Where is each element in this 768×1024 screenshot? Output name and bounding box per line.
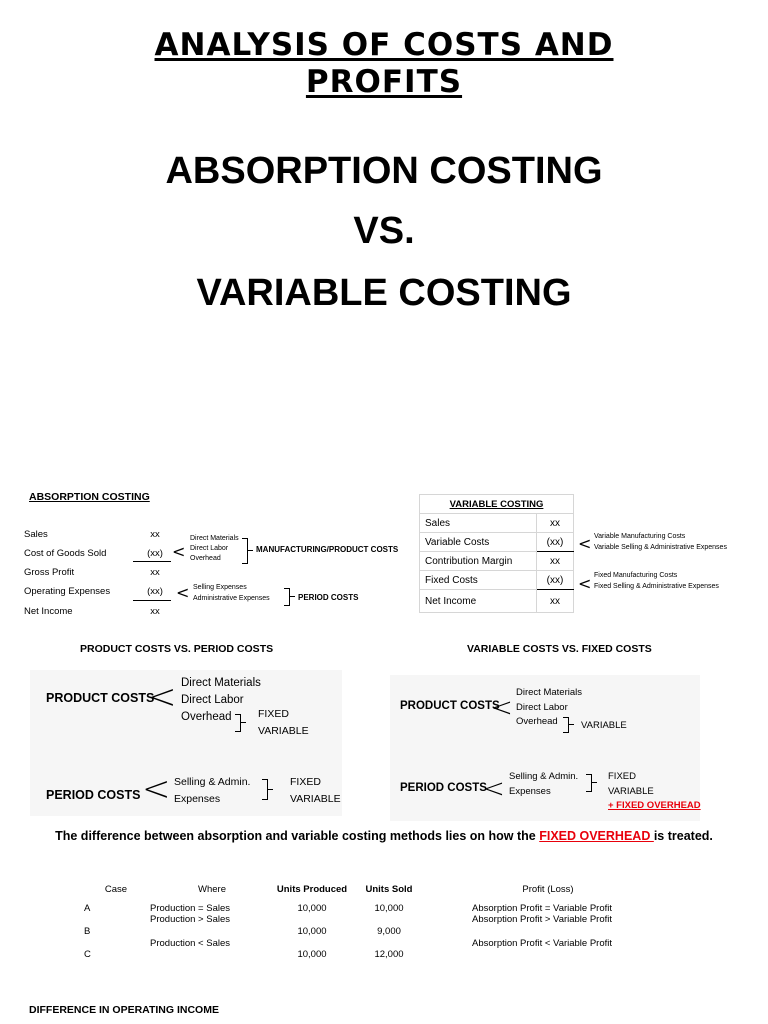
product-item: Direct Materials bbox=[516, 687, 582, 698]
cases-header: Units Produced bbox=[276, 884, 348, 895]
page-title-line-1: ANALYSIS OF COSTS AND bbox=[154, 27, 614, 63]
case-produced: 10,000 bbox=[297, 949, 327, 960]
brace-tick bbox=[592, 782, 597, 783]
cases-header: Case bbox=[104, 884, 128, 895]
brace-icon bbox=[586, 774, 592, 792]
vc-note: Variable Manufacturing Costs bbox=[594, 533, 686, 540]
subtitle-line-2: VS. bbox=[353, 210, 415, 252]
cases-header: Units Sold bbox=[365, 884, 413, 895]
cases-header: Profit (Loss) bbox=[522, 884, 574, 895]
abs-row-label: Gross Profit bbox=[24, 567, 75, 578]
cogs-tag: MANUFACTURING/PRODUCT COSTS bbox=[256, 545, 399, 554]
case-where: Production < Sales bbox=[150, 938, 231, 949]
var-row-value: (xx) bbox=[537, 571, 574, 590]
cases-header: Where bbox=[198, 884, 226, 895]
subtitle-line-1: ABSORPTION COSTING bbox=[165, 150, 603, 192]
var-row-label: Sales bbox=[420, 514, 537, 533]
abs-row-label: Sales bbox=[24, 529, 48, 540]
period-tag: FIXED bbox=[608, 771, 636, 782]
abs-row-label: Operating Expenses bbox=[24, 586, 111, 597]
period-tag: FIXED bbox=[290, 776, 321, 788]
period-costs-label: PERIOD COSTS bbox=[400, 782, 487, 794]
arrow-left-icon: < bbox=[142, 769, 171, 809]
vc-note: Variable Selling & Administrative Expenses bbox=[594, 544, 727, 551]
arrow-left-icon: < bbox=[172, 542, 186, 561]
subtotal-rule bbox=[133, 600, 171, 601]
fixed-overhead-tag: + FIXED OVERHEAD bbox=[608, 800, 701, 811]
period-tag: VARIABLE bbox=[290, 793, 341, 805]
statement-text-end: is treated. bbox=[653, 829, 713, 843]
brace-icon bbox=[284, 588, 290, 606]
fc-note: Fixed Selling & Administrative Expenses bbox=[594, 583, 719, 590]
case-where: Production = Sales bbox=[150, 903, 231, 914]
product-tag: VARIABLE bbox=[258, 725, 309, 737]
fc-note: Fixed Manufacturing Costs bbox=[594, 572, 678, 579]
case-profit: Absorption Profit = Variable Profit bbox=[472, 903, 613, 914]
brace-icon bbox=[563, 717, 569, 733]
period-tag: VARIABLE bbox=[608, 786, 654, 797]
brace-icon bbox=[235, 714, 241, 732]
var-row-label: Fixed Costs bbox=[420, 571, 537, 590]
abs-row-value: xx bbox=[150, 529, 160, 540]
brace-tick bbox=[268, 789, 273, 790]
difference-heading: DIFFERENCE IN OPERATING INCOME bbox=[29, 1004, 219, 1016]
abs-row-value: (xx) bbox=[147, 586, 163, 597]
var-row-value: (xx) bbox=[537, 533, 574, 552]
product-item: Direct Labor bbox=[181, 694, 244, 706]
brace-tick bbox=[290, 596, 295, 597]
product-costs-label: PRODUCT COSTS bbox=[400, 700, 500, 712]
abs-row-value: xx bbox=[150, 606, 160, 617]
product-item: Overhead bbox=[181, 711, 232, 723]
case-sold: 9,000 bbox=[377, 926, 401, 937]
subtotal-rule bbox=[133, 561, 171, 562]
arrow-left-icon: < bbox=[578, 574, 592, 593]
period-item: Expenses bbox=[174, 793, 221, 805]
arrow-left-icon: < bbox=[491, 693, 513, 723]
statement-highlight: FIXED OVERHEAD bbox=[539, 829, 654, 843]
var-row-label: Variable Costs bbox=[420, 533, 537, 552]
case-profit: Absorption Profit < Variable Profit bbox=[472, 938, 613, 949]
key-statement bbox=[0, 829, 768, 843]
product-tag: FIXED bbox=[258, 708, 289, 720]
opex-tag: PERIOD COSTS bbox=[298, 593, 359, 602]
product-item: Direct Labor bbox=[516, 702, 568, 713]
case-produced: 10,000 bbox=[297, 926, 327, 937]
arrow-left-icon: < bbox=[176, 583, 190, 602]
abs-row-label: Cost of Goods Sold bbox=[24, 548, 107, 559]
period-item: Selling & Admin. bbox=[509, 771, 579, 782]
statement-text: The difference between absorption and variable costing methods lies on how the bbox=[55, 829, 540, 843]
period-item: Selling & Admin. bbox=[174, 776, 251, 788]
brace-tick bbox=[248, 550, 253, 551]
brace-tick bbox=[569, 724, 574, 725]
case-produced: 10,000 bbox=[297, 903, 327, 914]
cogs-note: Overhead bbox=[190, 555, 221, 562]
opex-note: Administrative Expenses bbox=[193, 595, 270, 602]
product-tag: VARIABLE bbox=[581, 720, 627, 731]
cogs-note: Direct Labor bbox=[190, 545, 229, 552]
case-id: A bbox=[84, 903, 91, 914]
right-panel-heading: VARIABLE COSTS VS. FIXED COSTS bbox=[467, 643, 652, 655]
var-row-label: Net Income bbox=[420, 590, 537, 613]
brace-icon bbox=[242, 538, 248, 564]
brace-tick bbox=[241, 722, 246, 723]
absorption-heading: ABSORPTION COSTING bbox=[29, 491, 150, 503]
var-row-value: xx bbox=[537, 590, 574, 613]
left-panel-heading: PRODUCT COSTS VS. PERIOD COSTS bbox=[80, 643, 274, 655]
case-where: Production > Sales bbox=[150, 914, 231, 925]
period-costs-label: PERIOD COSTS bbox=[46, 788, 141, 802]
subtitle-line-3: VARIABLE COSTING bbox=[196, 272, 572, 314]
abs-row-value: (xx) bbox=[147, 548, 163, 559]
arrow-left-icon: < bbox=[578, 534, 592, 553]
product-costs-label: PRODUCT COSTS bbox=[46, 691, 155, 705]
case-id: B bbox=[84, 926, 91, 937]
period-item: Expenses bbox=[509, 786, 551, 797]
opex-note: Selling Expenses bbox=[193, 584, 247, 591]
case-id: C bbox=[84, 949, 91, 960]
arrow-left-icon: < bbox=[148, 677, 177, 717]
var-row-value: xx bbox=[537, 514, 574, 533]
variable-costing-table bbox=[419, 494, 574, 613]
product-item: Direct Materials bbox=[181, 677, 261, 689]
cogs-note: Direct Materials bbox=[190, 535, 239, 542]
product-item: Overhead bbox=[516, 716, 558, 727]
case-sold: 12,000 bbox=[374, 949, 404, 960]
abs-row-label: Net Income bbox=[24, 606, 73, 617]
arrow-left-icon: < bbox=[483, 774, 505, 804]
page-title-line-2: PROFITS bbox=[305, 64, 463, 100]
var-row-label: Contribution Margin bbox=[420, 552, 537, 571]
variable-heading: VARIABLE COSTING bbox=[420, 495, 574, 514]
abs-row-value: xx bbox=[150, 567, 160, 578]
case-sold: 10,000 bbox=[374, 903, 404, 914]
case-profit: Absorption Profit > Variable Profit bbox=[472, 914, 613, 925]
var-row-value: xx bbox=[537, 552, 574, 571]
